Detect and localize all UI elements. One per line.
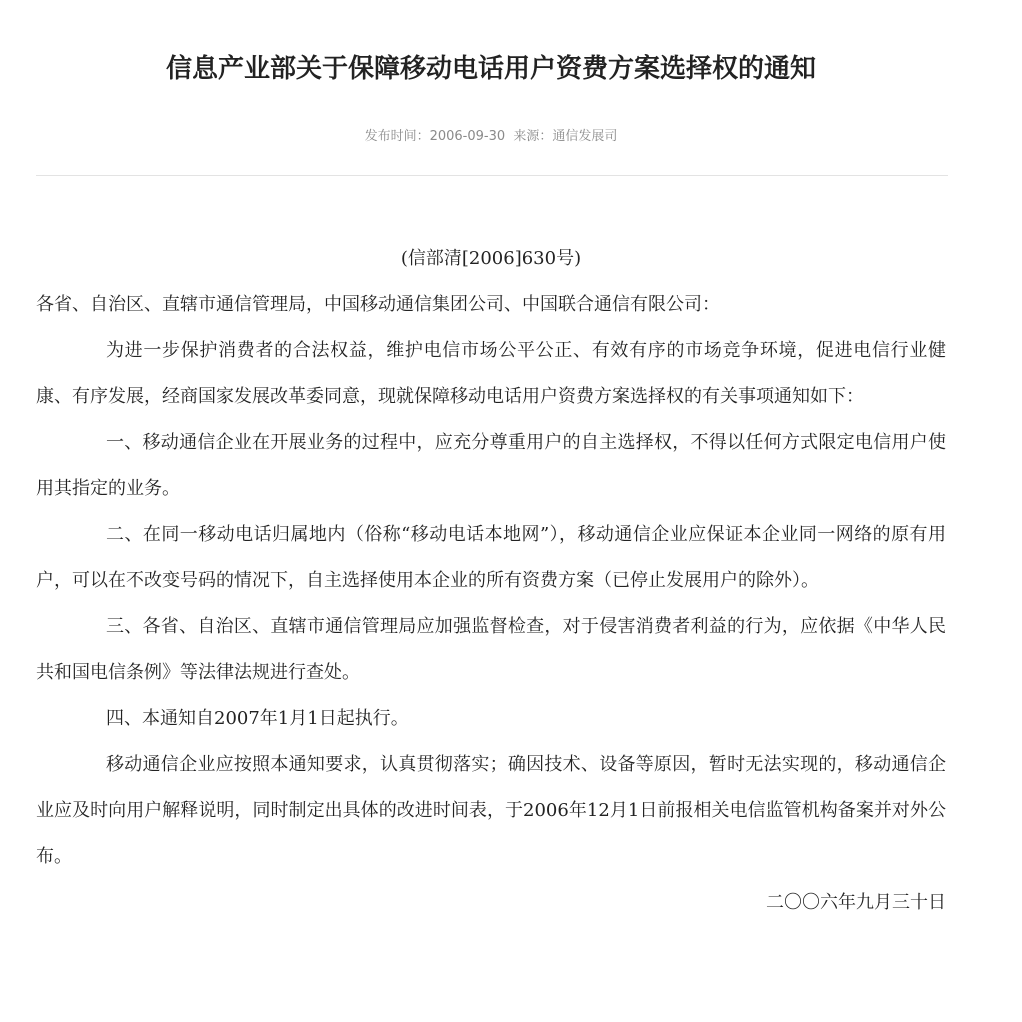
paragraph-item-4: 四、本通知自2007年1月1日起执行。 xyxy=(106,708,409,729)
source-label: 来源： xyxy=(513,129,553,144)
source-name: 通信发展司 xyxy=(552,129,618,144)
header-divider xyxy=(36,175,948,176)
paragraph-item-2: 二、在同一移动电话归属地内（俗称“移动电话本地网”），移动通信企业应保证本企业同一网络的原有用户，可以在不改变号码的情况下，自主选择使用本企业的所有资费方案（已停止发展用户的除外）。 xyxy=(36,524,946,591)
article-page xyxy=(36,0,946,1022)
article-meta xyxy=(36,126,946,148)
paragraph-item-3: 三、各省、自治区、直辖市通信管理局应加强监督检查，对于侵害消费者利益的行为，应依据《中华人民共和国电信条例》等法律法规进行查处。 xyxy=(36,616,946,683)
document-number: (信部清[2006]630号) xyxy=(400,248,582,269)
published-date: 2006-09-30 xyxy=(429,129,506,144)
paragraph-intro: 为进一步保护消费者的合法权益，维护电信市场公平公正、有效有序的市场竞争环境，促进电信行业健康、有序发展，经商国家发展改革委同意，现就保障移动电话用户资费方案选择权的有关事项通知如下： xyxy=(36,340,946,407)
salutation: 各省、自治区、直辖市通信管理局，中国移动通信集团公司、中国联合通信有限公司： xyxy=(36,294,720,315)
article-title: 信息产业部关于保障移动电话用户资费方案选择权的通知 xyxy=(165,54,816,85)
paragraph-item-1: 一、移动通信企业在开展业务的过程中，应充分尊重用户的自主选择权，不得以任何方式限定电信用户使用其指定的业务。 xyxy=(36,432,946,499)
article-body xyxy=(36,236,946,926)
signing-date: 二〇〇六年九月三十日 xyxy=(766,892,946,913)
paragraph-implementation: 移动通信企业应按照本通知要求，认真贯彻落实；确因技术、设备等原因，暂时无法实现的，移动通信企业应及时向用户解释说明，同时制定出具体的改进时间表，于2006年12月1日前报相关电信监管机构备案并对外公布。 xyxy=(36,754,946,867)
published-label: 发布时间： xyxy=(364,129,430,144)
